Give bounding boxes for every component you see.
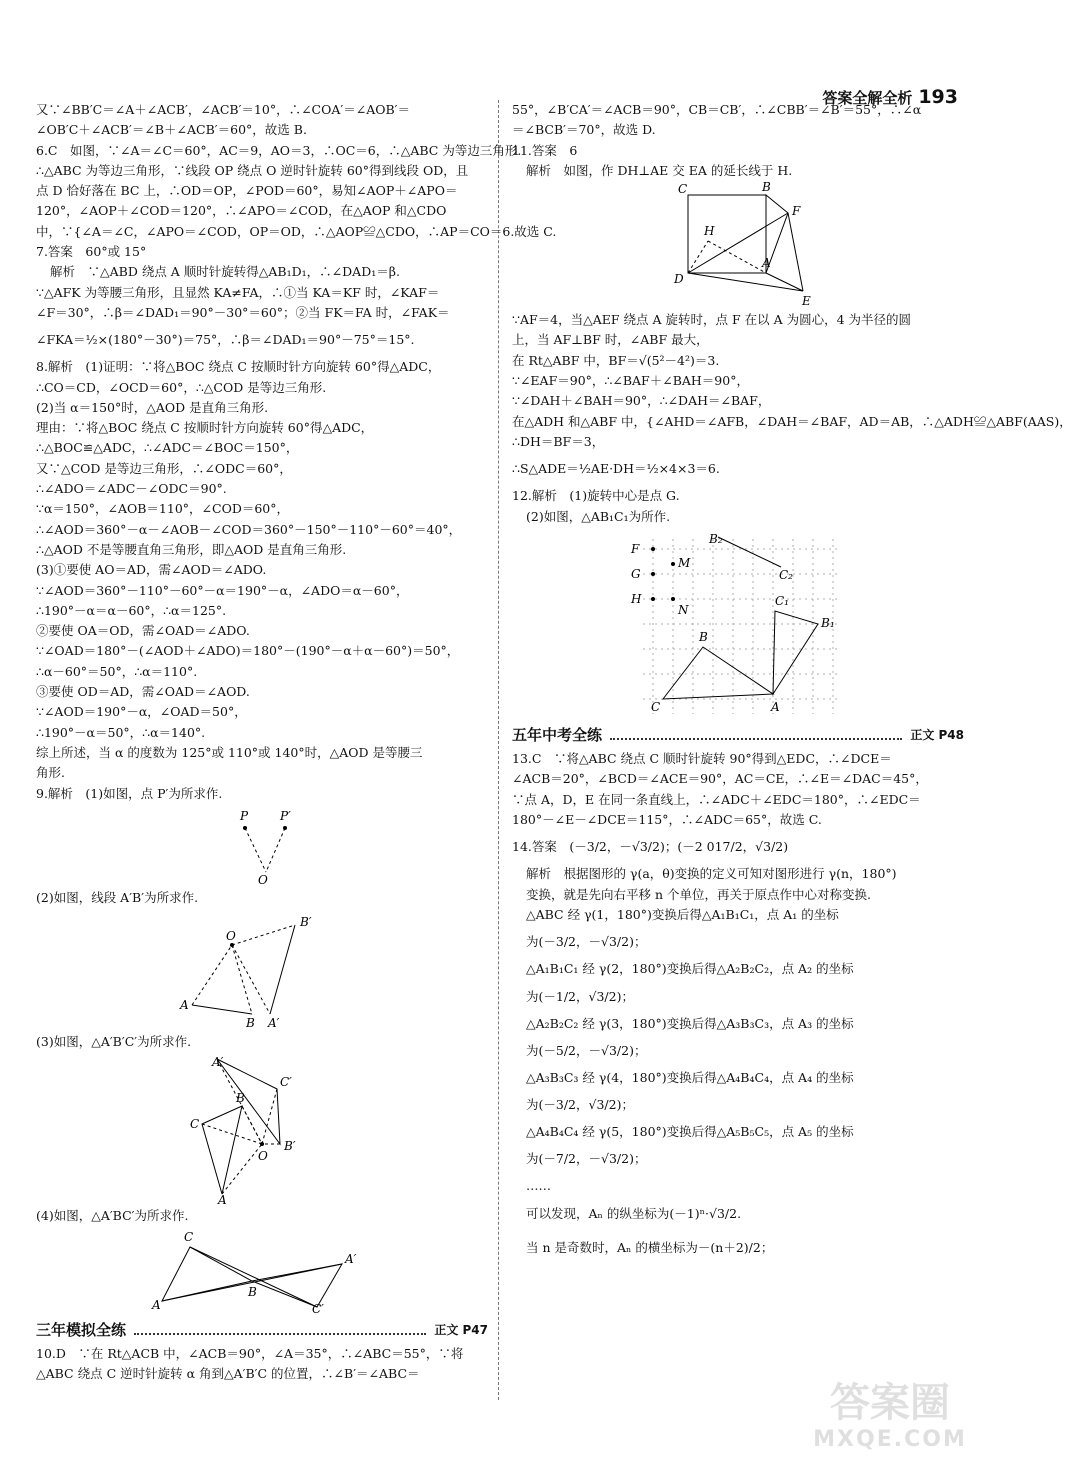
svg-text:B₁: B₁ — [821, 615, 835, 630]
text-line: 10.D ∵在 Rt△ACB 中，∠ACB＝90°，∠A＝35°，∴∠ABC＝55°，∵将 — [36, 1345, 464, 1361]
svg-text:C₂: C₂ — [779, 567, 793, 582]
page-number: 193 — [918, 86, 958, 108]
svg-text:N: N — [678, 602, 689, 617]
svg-text:C₁: C₁ — [775, 593, 789, 608]
text-line: ∴DH＝BF＝3， — [512, 433, 605, 449]
text-line: 点 D 恰好落在 BC 上，∴OD＝OP，∠POD＝60°，易知∠AOP＋∠APO＝ — [36, 183, 458, 199]
svg-text:A′: A′ — [345, 1251, 357, 1266]
text-line: △A₄B₄C₄ 经 γ(5，180°)变换后得△A₅B₅C₅，点 A₅ 的坐标 — [526, 1124, 854, 1140]
text-line: ∴∠AOD＝360°－α－∠AOB－∠COD＝360°－150°－110°－60°＝40°， — [36, 521, 462, 537]
svg-text:O: O — [258, 1149, 268, 1164]
text-line: (3)如图，△A′B′C′为所求作. — [36, 1034, 192, 1050]
text-line: ③要使 OD＝AD，需∠OAD＝∠AOD. — [36, 684, 250, 700]
svg-text:H: H — [631, 591, 642, 606]
text-line: 理由：∵将△BOC 绕点 C 按顺时针方向旋转 60°得△ADC， — [36, 420, 374, 436]
svg-text:P: P — [240, 808, 249, 823]
text-line: 13.C ∵将△ABC 绕点 C 顺时针旋转 90°得到△EDC，∴∠DCE＝ — [512, 751, 892, 767]
text-line: (2)如图，△AB₁C₁为所作. — [526, 508, 671, 524]
watermark-logo: 答案圈 MXQE.COM — [813, 1380, 967, 1452]
figure-9-3 — [162, 1054, 362, 1208]
svg-text:B′: B′ — [284, 1139, 296, 1154]
text-line: 角形. — [36, 765, 65, 781]
text-line: ∠ACB＝20°，∠BCD＝∠ACE＝90°，AC＝CE，∴∠E＝∠DAC＝45°， — [512, 771, 928, 787]
text-line: 当 n 是奇数时，Aₙ 的横坐标为－(n＋2)/2； — [526, 1239, 774, 1255]
text-line: 为(－3/2，－√3/2)； — [526, 934, 647, 950]
text-line: ②要使 OA＝OD，需∠OAD＝∠ADO. — [36, 623, 250, 639]
text-line: 为(－3/2，√3/2)； — [526, 1097, 634, 1113]
text-line: ∵∠OAD＝180°－(∠AOD＋∠ADO)＝180°－(190°－α＋α－60°)＝50°， — [36, 643, 460, 659]
text-line: ∵AF＝4，当△AEF 绕点 A 旋转时，点 F 在以 A 为圆心，4 为半径的圆 — [512, 312, 912, 328]
svg-text:M: M — [678, 555, 691, 570]
svg-text:D: D — [674, 272, 684, 287]
svg-text:C′: C′ — [280, 1075, 292, 1090]
svg-text:B₂: B₂ — [709, 531, 723, 546]
text-line: 为(－1/2，√3/2)； — [526, 988, 634, 1004]
text-line: ∵△AFK 为等腰三角形，且显然 KA≠FA，∴①当 KA＝KF 时，∠KAF＝ — [36, 284, 440, 300]
svg-text:B: B — [246, 1016, 255, 1031]
text-line: ∴△BOC≌△ADC，∴∠ADC＝∠BOC＝150°， — [36, 440, 299, 456]
text-line: 180°－∠E－∠DCE＝115°，∴∠ADC＝65°，故选 C. — [512, 812, 822, 828]
text-line: ∴△ABC 为等边三角形，∵线段 OP 绕点 O 逆时针旋转 60°得到线段 OD，且 — [36, 162, 469, 178]
svg-text:F: F — [792, 204, 801, 219]
text-line: 为(－7/2，－√3/2)； — [526, 1151, 647, 1167]
text-line: ＝∠BCB′＝70°，故选 D. — [512, 122, 656, 138]
text-line: 55°，∠B′CA′＝∠ACB＝90°，CB＝CB′，∴∠CBB′＝∠B′＝55°，∴∠α — [512, 102, 922, 117]
svg-text:O: O — [226, 929, 236, 944]
figure-9-2 — [162, 910, 362, 1030]
section-title: 五年中考全练 — [512, 725, 603, 744]
text-line: (2)如图，线段 A′B′为所求作. — [36, 889, 199, 905]
svg-text:C: C — [184, 1229, 194, 1244]
section-ref: 正文 P48 — [910, 727, 964, 742]
svg-text:B: B — [248, 1284, 257, 1299]
text-line: …… — [526, 1178, 551, 1194]
text-line: 解析 根据图形的 γ(a，θ)变换的定义可知对图形进行 γ(n，180°) — [526, 866, 897, 882]
text-line: ∴190°－α＝50°，∴α＝140°. — [36, 724, 206, 740]
text-line: 9.解析 (1)如图，点 P′为所求作. — [36, 785, 223, 801]
text-line: ∠F＝30°，∴β＝∠DAD₁＝90°－30°＝60°；②当 FK＝FA 时，∠FAK＝ — [36, 304, 450, 320]
svg-text:O: O — [258, 872, 268, 887]
text-line: 上，当 AF⊥BF 时，∠ABF 最大， — [512, 332, 709, 348]
text-line: ∠OB′C＋∠ACB′＝∠B＋∠ACB′＝60°，故选 B. — [36, 122, 307, 138]
svg-text:A′: A′ — [268, 1016, 280, 1031]
text-line: ∴△AOD 不是等腰直角三角形，即△AOD 是直角三角形. — [36, 541, 347, 557]
svg-text:F: F — [631, 541, 640, 556]
svg-text:A: A — [218, 1193, 227, 1208]
text-line: 解析 ∵△ABD 绕点 A 顺时针旋转得△AB₁D₁，∴∠DAD₁＝β. — [50, 264, 400, 280]
svg-text:E: E — [802, 294, 811, 309]
text-line: 6.C 如图，∵∠A＝∠C＝60°，AC＝9，AO＝3，∴OC＝6，∴△ABC 为等边三角形. — [36, 142, 522, 158]
figure-9-4 — [152, 1229, 372, 1314]
text-line: 又∵△COD 是等边三角形，∴∠ODC＝60°， — [36, 460, 292, 476]
svg-text:A′: A′ — [212, 1055, 224, 1070]
figure-12 — [623, 529, 853, 719]
text-line: ∴190°－α＝α－60°，∴α＝125°. — [36, 602, 227, 618]
text-line: (4)如图，△A′BC′为所求作. — [36, 1208, 189, 1224]
figure-9-1 — [202, 806, 322, 886]
svg-text:G: G — [631, 566, 641, 581]
right-column — [512, 100, 1072, 1265]
text-line: 在 Rt△ABF 中，BF＝√(5²－4²)＝3. — [512, 352, 720, 368]
text-line: 为(－5/2，－√3/2)； — [526, 1042, 647, 1058]
text-line: (2)当 α＝150°时，△AOD 是直角三角形. — [36, 399, 269, 415]
text-line: △A₃B₃C₃ 经 γ(4，180°)变换后得△A₄B₄C₄，点 A₄ 的坐标 — [526, 1069, 854, 1085]
figure-11 — [638, 180, 838, 309]
svg-text:A: A — [152, 1297, 161, 1312]
text-line: 120°，∠AOP＋∠COD＝120°，∴∠APO＝∠COD，在△AOP 和△CDO — [36, 203, 447, 219]
text-line: 变换，就是先向右平移 n 个单位，再关于原点作中心对称变换. — [526, 886, 871, 902]
svg-text:B: B — [762, 180, 771, 195]
section-title: 三年模拟全练 — [36, 1320, 127, 1339]
text-line: ∵∠AOD＝190°－α，∠OAD＝50°， — [36, 704, 247, 720]
svg-text:P′: P′ — [280, 808, 291, 823]
text-line: 可以发现，Aₙ 的纵坐标为(－1)ⁿ·√3/2. — [526, 1205, 742, 1221]
text-line: (3)①要使 AO＝AD，需∠AOD＝∠ADO. — [36, 562, 267, 578]
svg-text:H: H — [704, 224, 715, 239]
text-line: ∵∠AOD＝360°－110°－60°－α＝190°－α，∠ADO＝α－60°， — [36, 582, 409, 598]
text-line: ∴∠ADO＝∠ADC－∠ODC＝90°. — [36, 481, 227, 497]
svg-text:A: A — [762, 256, 771, 271]
text-line: 中，∵{∠A＝∠C，∠APO＝∠COD，OP＝OD，∴△AOP≌△CDO，∴AP＝CO＝6.故选 C. — [36, 223, 557, 239]
text-line: △A₁B₁C₁ 经 γ(2，180°)变换后得△A₂B₂C₂，点 A₂ 的坐标 — [526, 961, 854, 977]
text-line: 12.解析 (1)旋转中心是点 G. — [512, 488, 680, 504]
text-line: ∴CO＝CD，∠OCD＝60°，∴△COD 是等边三角形. — [36, 379, 327, 395]
svg-text:C: C — [678, 182, 688, 197]
section-heading-three-year — [36, 1320, 488, 1340]
svg-text:C: C — [190, 1117, 200, 1132]
text-line: △A₂B₂C₂ 经 γ(3，180°)变换后得△A₃B₃C₃，点 A₃ 的坐标 — [526, 1015, 854, 1031]
svg-text:A: A — [180, 998, 189, 1013]
text-line: 解析 如图，作 DH⊥AE 交 EA 的延长线于 H. — [526, 162, 793, 178]
svg-text:C′: C′ — [312, 1301, 324, 1316]
header-title: 答案全解全析 — [822, 89, 913, 107]
svg-text:B: B — [236, 1091, 245, 1106]
text-line: 又∵∠BB′C＝∠A＋∠ACB′，∠ACB′＝10°，∴∠COA′＝∠AOB′＝ — [36, 102, 411, 117]
section-heading-five-year — [512, 725, 964, 745]
svg-text:A: A — [771, 699, 780, 714]
column-divider — [498, 100, 499, 1400]
section-ref: 正文 P47 — [434, 1322, 488, 1337]
text-line: 综上所述，当 α 的度数为 125°或 110°或 140°时，△AOD 是等腰三 — [36, 744, 423, 760]
text-line: △ABC 经 γ(1，180°)变换后得△A₁B₁C₁，点 A₁ 的坐标 — [526, 906, 839, 922]
text-line: 7.答案 60°或 15° — [36, 244, 147, 260]
text-line: ∴α－60°＝50°，∴α＝110°. — [36, 663, 198, 679]
text-line: 14.答案 (－3/2，－√3/2)；(－2 017/2，√3/2) — [512, 839, 789, 855]
text-line: 8.解析 (1)证明：∵将△BOC 绕点 C 按顺时针方向旋转 60°得△ADC， — [36, 359, 441, 375]
svg-text:C: C — [651, 699, 661, 714]
text-line: 在△ADH 和△ABF 中，{∠AHD＝∠AFB，∠DAH＝∠BAF，AD＝AB，∴△ADH≌△ABF(AAS)， — [512, 413, 1072, 429]
svg-text:B′: B′ — [300, 915, 312, 930]
text-line: ∵∠EAF＝90°，∴∠BAF＋∠BAH＝90°， — [512, 373, 749, 389]
text-line: 11.答案 6 — [512, 142, 578, 158]
text-line: ∠FKA＝½×(180°－30°)＝75°，∴β＝∠DAD₁＝90°－75°＝15°. — [36, 332, 415, 348]
text-line: ∵α＝150°，∠AOB＝110°，∠COD＝60°， — [36, 501, 290, 517]
text-line: △ABC 绕点 C 逆时针旋转 α 角到△A′B′C 的位置，∴∠B′＝∠ABC＝ — [36, 1366, 420, 1382]
text-line: ∵点 A，D，E 在同一条直线上，∴∠ADC＋∠EDC＝180°，∴∠EDC＝ — [512, 791, 921, 807]
text-line: ∵∠DAH＋∠BAH＝90°，∴∠DAH＝∠BAF， — [512, 393, 771, 409]
svg-text:B: B — [699, 629, 708, 644]
text-line: ∴S△ADE＝½AE·DH＝½×4×3＝6. — [512, 461, 720, 477]
